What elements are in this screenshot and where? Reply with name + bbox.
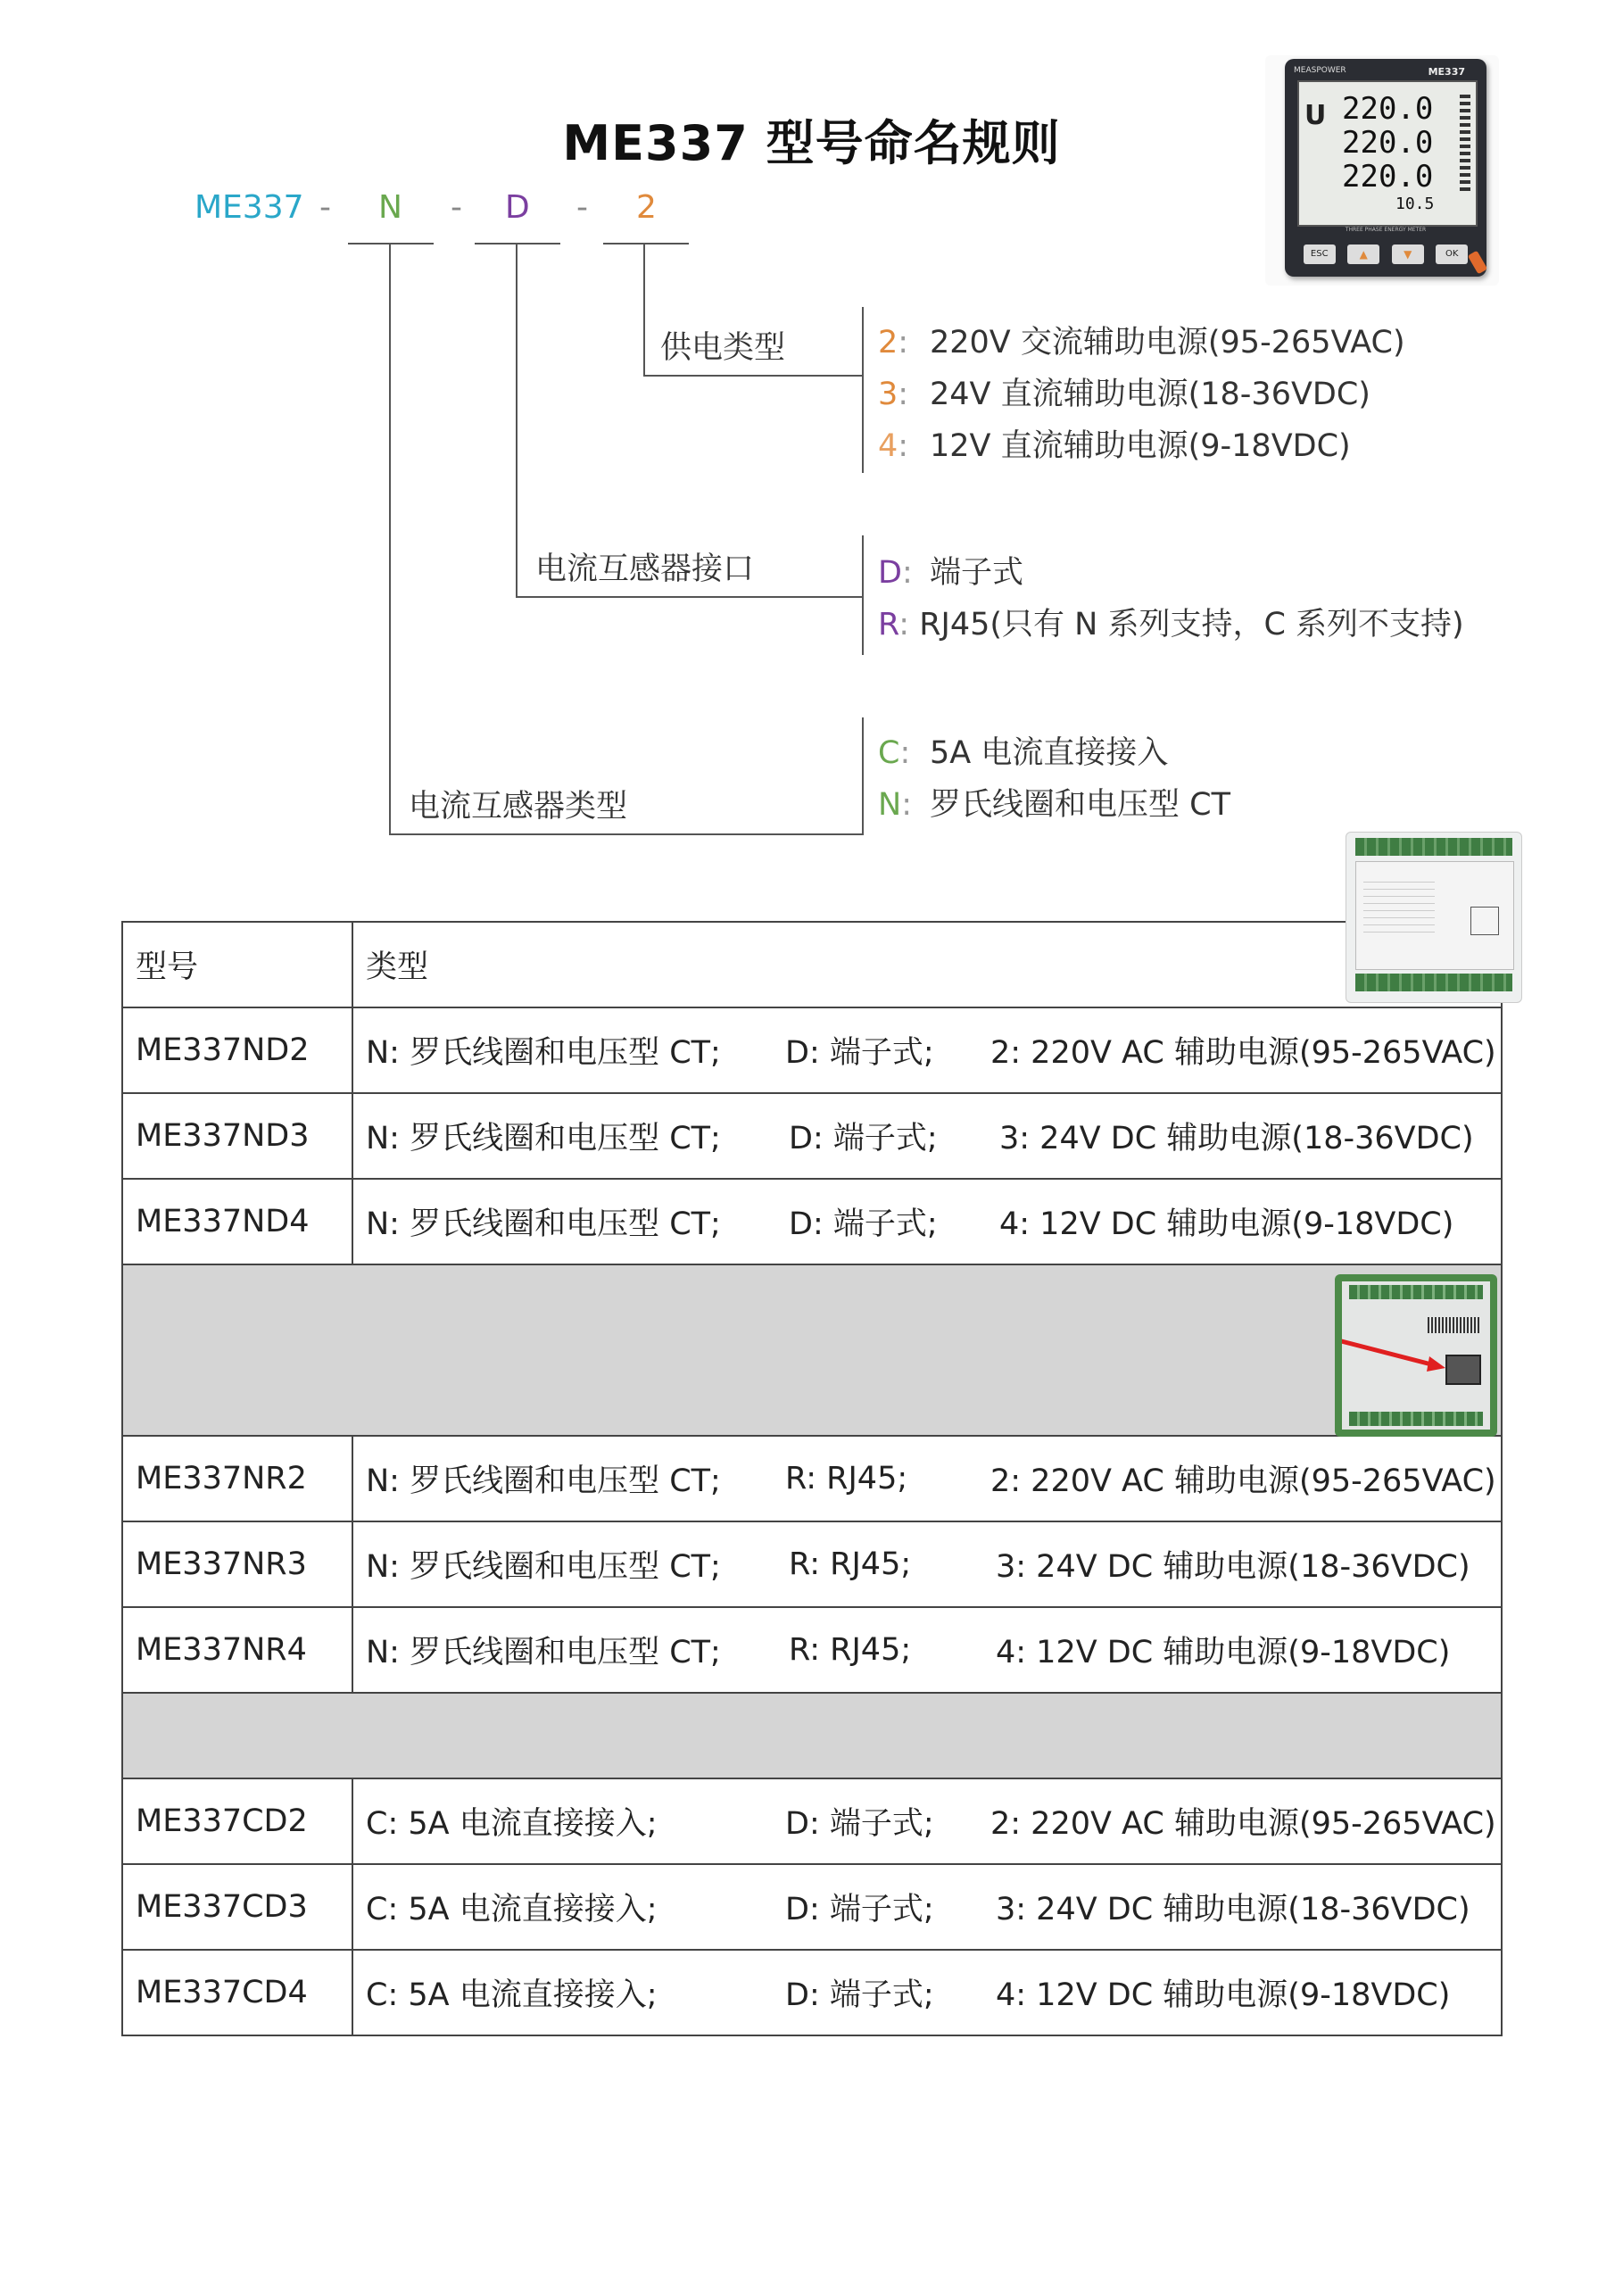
meter-lcd [1297,80,1478,227]
table-row [122,1093,1502,1179]
table-header-row [122,922,1502,1007]
code-sep-2: - [451,189,462,226]
meter-footer: THREE PHASE ENERGY METER [1345,227,1427,233]
power-cell: 4: 12V DC 辅助电源(9-18VDC) [996,1635,1451,1670]
meter-brand: MEASPOWER [1294,66,1346,75]
ct-option: N: 罗氏线圈和电压型 CT [878,787,1230,823]
table-row [122,1436,1502,1521]
ct-cell: C: 5A 电流直接接入; [366,1892,658,1927]
power-option: 2: 220V 交流辅助电源(95-265VAC) [878,325,1405,361]
ct-cell: N: 罗氏线圈和电压型 CT; [366,1463,721,1499]
power-branch-line [643,243,645,375]
table-gap-row [122,1264,1502,1436]
code-sep-1: - [319,189,331,226]
power-cell: 3: 24V DC 辅助电源(18-36VDC) [999,1121,1474,1156]
interface-cell: D: 端子式; [785,1035,934,1071]
interface-cell: R: RJ45; [785,1461,908,1496]
code-power: 2 [636,189,657,226]
lcd-bargraph [1460,95,1470,193]
lcd-reading: 220.0 [1342,91,1434,127]
power-cell: 3: 24V DC 辅助电源(18-36VDC) [996,1892,1470,1927]
power-type-label: 供电类型 [660,330,786,366]
interface-cell: D: 端子式; [789,1206,938,1242]
model-cell: ME337CD4 [122,1950,352,2035]
ct-branch-line [389,243,391,833]
interface-cell: D: 端子式; [785,1806,934,1842]
terminal-block-icon [1355,838,1512,856]
module-body [1355,861,1514,970]
power-cell: 2: 220V AC 辅助电源(95-265VAC) [990,1806,1496,1842]
model-cell: ME337NR2 [122,1436,352,1521]
label-sticker-icon [1363,882,1435,935]
model-cell: ME337NR3 [122,1521,352,1607]
interface-branch-hline [516,596,863,598]
lcd-reading: 220.0 [1342,125,1434,161]
ct-cell: N: 罗氏线圈和电压型 CT; [366,1035,721,1071]
code-power-underline [603,243,689,245]
interface-branch-line [516,243,518,596]
power-cell: 4: 12V DC 辅助电源(9-18VDC) [996,1977,1451,2013]
interface-cell: R: RJ45; [789,1546,912,1582]
model-cell: ME337ND2 [122,1007,352,1093]
ct-cell: N: 罗氏线圈和电压型 CT; [366,1121,721,1156]
power-cell: 3: 24V DC 辅助电源(18-36VDC) [996,1549,1470,1585]
down-button[interactable]: ▼ [1392,245,1424,264]
power-option: 4: 12V 直流辅助电源(9-18VDC) [878,428,1351,464]
spec-table [121,921,1503,2036]
power-option: 3: 24V 直流辅助电源(18-36VDC) [878,377,1370,412]
table-row [122,1179,1502,1264]
table-row [122,1607,1502,1693]
ct-cell: C: 5A 电流直接接入; [366,1977,658,2013]
interface-option: R: RJ45(只有 N 系列支持，C 系列不支持) [878,607,1464,642]
power-cell: 4: 12V DC 辅助电源(9-18VDC) [999,1206,1454,1242]
esc-button[interactable]: ESC [1304,245,1336,264]
table-row [122,1778,1502,1864]
interface-type-label: 电流互感器接口 [535,551,755,587]
code-sep-3: - [576,189,588,226]
interface-option: D: 端子式 [878,555,1024,591]
meter-model: ME337 [1428,66,1465,78]
lcd-u-icon: U [1304,100,1327,131]
ct-cell: N: 罗氏线圈和电压型 CT; [366,1635,721,1670]
ct-option: C: 5A 电流直接接入 [878,735,1169,771]
ok-button[interactable]: OK [1436,245,1468,264]
model-cell: ME337CD3 [122,1864,352,1950]
table-gap-row [122,1693,1502,1778]
ct-cell: N: 罗氏线圈和电压型 CT; [366,1549,721,1585]
ct-cell: N: 罗氏线圈和电压型 CT; [366,1206,721,1242]
ct-branch-hline [389,833,863,835]
interface-cell: R: RJ45; [789,1632,912,1668]
page-title: ME337 型号命名规则 [562,115,1061,171]
table-row [122,1007,1502,1093]
header-type: 类型 [352,922,1502,1007]
up-button[interactable]: ▲ [1347,245,1379,264]
ct-cell: C: 5A 电流直接接入; [366,1806,658,1842]
code-ct: N [378,189,402,226]
interface-bracket [862,535,864,655]
port-outline-icon [1470,907,1499,935]
model-cell: ME337ND3 [122,1093,352,1179]
interface-cell: D: 端子式; [789,1121,938,1156]
model-cell: ME337ND4 [122,1179,352,1264]
header-model: 型号 [122,922,352,1007]
module-rj45-photo [1335,1274,1497,1437]
code-ct-underline [348,243,434,245]
interface-cell: D: 端子式; [785,1977,934,2013]
code-interface-underline [475,243,560,245]
interface-cell: D: 端子式; [785,1892,934,1927]
model-cell: ME337CD2 [122,1778,352,1864]
meter-front-photo [1265,55,1499,286]
power-bracket [862,307,864,473]
model-cell: ME337NR4 [122,1607,352,1693]
power-cell: 2: 220V AC 辅助电源(95-265VAC) [990,1463,1496,1499]
power-branch-hline [643,375,863,377]
module-terminal-photo [1346,832,1522,1003]
power-cell: 2: 220V AC 辅助电源(95-265VAC) [990,1035,1496,1071]
ct-type-label: 电流互感器类型 [409,789,628,825]
lcd-reading: 10.5 [1395,195,1435,213]
terminal-block-icon [1355,974,1512,991]
table-row [122,1950,1502,2035]
code-interface: D [505,189,530,226]
red-arrow-icon [1342,1281,1490,1430]
ct-bracket [862,717,864,835]
table-row [122,1864,1502,1950]
code-base: ME337 [195,189,304,226]
lcd-reading: 220.0 [1342,159,1434,195]
table-row [122,1521,1502,1607]
